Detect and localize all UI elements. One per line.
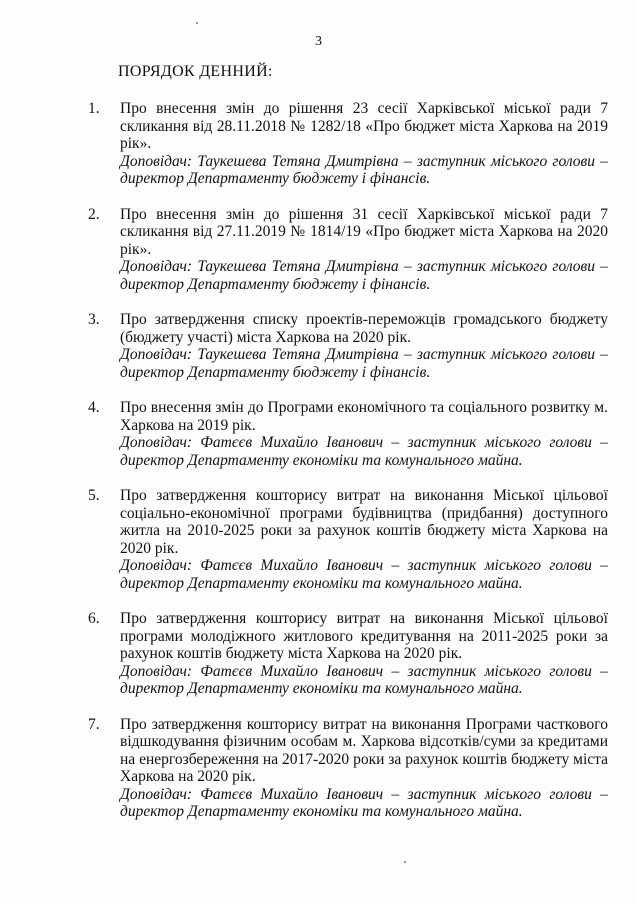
agenda-item-number: 1.	[88, 100, 100, 117]
agenda-item-number: 4.	[88, 399, 100, 416]
agenda-item-number: 5.	[88, 487, 100, 504]
agenda-item-number: 7.	[88, 715, 100, 733]
agenda-item	[88, 206, 608, 294]
scan-speck	[196, 22, 198, 24]
agenda-item	[88, 610, 608, 698]
agenda-item-speaker: Доповідач: Фатєєв Михайло Іванович – заступник міського голови – директор Департаменту економіки та комунального майна.	[120, 557, 608, 592]
agenda-item-speaker: Доповідач: Фатєєв Михайло Іванович – заступник міського голови – директор Департаменту економіки та комунального майна.	[120, 434, 608, 469]
agenda-item-title: Про внесення змін до Програми економічного та соціального розвитку м. Харкова на 2019 рік.	[120, 399, 608, 434]
agenda-item	[88, 716, 608, 821]
agenda-item-title: Про затвердження кошторису витрат на виконання Міської цільової програми молодіжного житлового кредитування на 2011-2025 роки за рахунок коштів бюджету міста Харкова на 2020 рік.	[120, 610, 608, 662]
agenda-item-title: Про внесення змін до рішення 23 сесії Харківської міської ради 7 скликання від 28.11.2018 № 1282/18 «Про бюджет міста Харкова на 2019 рік».	[120, 100, 608, 152]
page-number: 3	[315, 34, 322, 49]
agenda-item-speaker: Доповідач: Таукешева Тетяна Дмитрівна – заступник міського голови – директор Департаменту бюджету і фінансів.	[120, 258, 608, 293]
agenda-item-title: Про затвердження кошторису витрат на виконання Міської цільової соціально-економічної програми будівництва (придбання) доступного житла на 2010-2025 роки за рахунок коштів бюджету міста Харкова на 2020 рік.	[120, 487, 608, 557]
agenda-item	[88, 487, 608, 592]
agenda-item-title: Про затвердження списку проектів-переможців громадського бюджету (бюджету участі) міста Харкова на 2020 рік.	[120, 311, 608, 346]
scan-speck	[404, 861, 406, 863]
agenda-item-number: 2.	[88, 205, 100, 223]
agenda-heading: ПОРЯДОК ДЕННИЙ:	[118, 63, 273, 80]
agenda-item-speaker: Доповідач: Таукешева Тетяна Дмитрівна – заступник міського голови – директор Департаменту бюджету і фінансів.	[120, 152, 608, 187]
agenda-item-title: Про затвердження кошторису витрат на виконання Програми часткового відшкодування фізичним особам м. Харкова відсотків/суми за кредитами на енергозбереження на 2017-2020 роки за рахунок коштів бюджету міста Харкова на 2020 рік.	[120, 715, 608, 785]
agenda-item-speaker: Доповідач: Фатєєв Михайло Іванович – заступник міського голови – директор Департаменту економіки та комунального майна.	[120, 662, 608, 697]
agenda-item	[88, 100, 608, 188]
agenda-item	[88, 399, 608, 469]
agenda-list	[88, 100, 608, 839]
agenda-item-speaker: Доповідач: Таукешева Тетяна Дмитрівна – заступник міського голови – директор Департаменту бюджету і фінансів.	[120, 346, 608, 381]
agenda-item-speaker: Доповідач: Фатєєв Михайло Іванович – заступник міського голови – директор Департаменту економіки та комунального майна.	[120, 785, 608, 820]
agenda-item-number: 3.	[88, 311, 100, 328]
agenda-item-title: Про внесення змін до рішення 31 сесії Харківської міської ради 7 скликання від 27.11.2019 № 1814/19 «Про бюджет міста Харкова на 2020 рік».	[120, 205, 608, 258]
agenda-item-number: 6.	[88, 610, 100, 627]
agenda-item	[88, 311, 608, 381]
